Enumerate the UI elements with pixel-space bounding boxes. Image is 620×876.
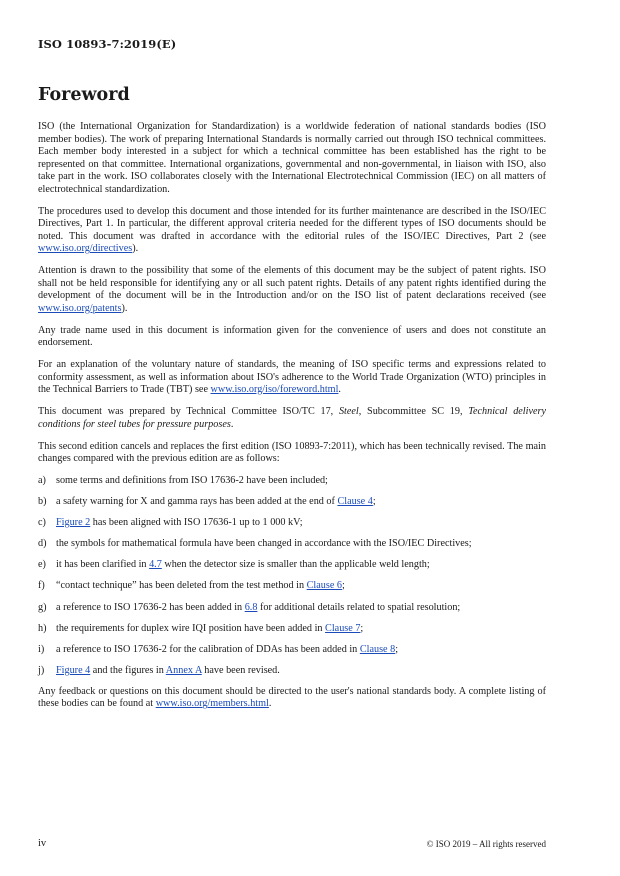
list-text: a reference to ISO 17636-2 for the calibration of DDAs has been added in [56, 643, 360, 655]
list-text: a safety warning for X and gamma rays has been added at the end of [56, 496, 338, 508]
list-marker: h) [38, 622, 47, 634]
paragraph-end: . [230, 418, 234, 430]
list-text: some terms and definitions from ISO 17636-2 have been included; [56, 475, 328, 486]
list-text: for additional details related to spatial resolution; [257, 601, 461, 613]
list-item-text [56, 580, 345, 593]
paragraph-committee [38, 406, 546, 431]
list-marker: i) [38, 643, 45, 655]
paragraph-procedures [38, 206, 546, 256]
figure-2-link[interactable]: Figure 2 [56, 517, 91, 529]
list-item-text [56, 559, 430, 572]
list-item-text [56, 475, 328, 488]
list-item-text [56, 517, 303, 530]
copyright-notice: © ISO 2019 – All rights reserved [426, 839, 546, 849]
patents-link[interactable]: www.iso.org/patents [38, 302, 122, 314]
page-number: iv [38, 838, 47, 849]
paragraph-end: . [268, 698, 272, 710]
list-marker: e) [38, 559, 46, 571]
list-item [38, 665, 546, 678]
figure-4-link[interactable]: Figure 4 [56, 664, 91, 676]
list-text: has been aligned with ISO 17636-1 up to 1 000 kV; [90, 517, 303, 529]
list-item-text [56, 665, 280, 678]
list-text: ; [372, 496, 376, 508]
list-item [38, 623, 546, 636]
list-item [38, 538, 546, 551]
paragraph-text: Any feedback or questions on this document should be directed to the user's national standards body. A complete listing of these bodies can be found at [38, 685, 546, 710]
list-text: ; [395, 643, 399, 655]
paragraph-text: The procedures used to develop this document and those intended for its further maintenance are described in the ISO/IEC Directives, Part 1. In particular, the different approval criteria needed for the different types of ISO documents should be noted. This document was drafted in accordance with the editorial rules of the ISO/IEC Directives, Part 2 (see [38, 205, 546, 242]
document-id-header: ISO 10893-7:2019(E) [38, 37, 177, 51]
list-marker: b) [38, 496, 47, 508]
members-link[interactable]: www.iso.org/members.html [155, 698, 269, 710]
list-item [38, 559, 546, 572]
list-item [38, 496, 546, 509]
paragraph-feedback [38, 686, 546, 711]
list-marker: c) [38, 517, 46, 529]
list-marker: a) [38, 475, 46, 486]
paragraph-trade-name: Any trade name used in this document is information given for the convenience of users and does not constitute an endorsement. [38, 324, 546, 348]
list-item [38, 580, 546, 593]
list-marker: f) [38, 580, 45, 592]
paragraph-patents [38, 265, 546, 315]
list-text: have been revised. [201, 664, 280, 676]
paragraph-text: , Subcommittee SC 19, [358, 406, 469, 417]
list-text: ; [342, 580, 345, 592]
page-title: Foreword [38, 85, 130, 105]
list-item-text [56, 644, 398, 657]
paragraph-iso-intro: ISO (the International Organization for Standardization) is a worldwide federation of national standards bodies (ISO member bodies). The work of preparing International Standards is normally carried out through ISO technical committees. Each member body interested in a subject for which a technical committee has been established has the right to be represented on that committee. International organizations, governmental and non-governmental, in liaison with ISO, also take part in the work. ISO collaborates closely with the International Electrotechnical Commission (IEC) on all matters of electrotechnical standardization. [38, 121, 546, 195]
paragraph-end: . [338, 384, 341, 395]
list-text: when the detector size is smaller than the applicable weld length; [161, 559, 430, 571]
foreword-body [38, 121, 546, 720]
clause-8-link[interactable]: Clause 8 [359, 643, 396, 655]
committee-name: Steel [338, 406, 359, 417]
paragraph-voluntary-nature [38, 359, 546, 397]
annex-a-link[interactable]: Annex A [165, 664, 202, 676]
paragraph-edition: This second edition cancels and replaces the first edition (ISO 10893-7:2011), which has been technically revised. The main changes compared with the previous edition are as follows: [38, 440, 546, 464]
directives-link[interactable]: www.iso.org/directives [38, 243, 133, 254]
list-item [38, 517, 546, 530]
paragraph-text: For an explanation of the voluntary nature of standards, the meaning of ISO specific terms and expressions related to conformity assessment, as well as information about ISO's adherence to the World Trade Organization (WTO) principles in the Technical Barriers to Trade (TBT) see [38, 359, 546, 395]
list-item-text [56, 496, 376, 509]
paragraph-end: ). [121, 302, 128, 314]
list-item-text [56, 602, 460, 615]
paragraph-end: ). [132, 243, 139, 254]
list-text: a reference to ISO 17636-2 has been added in [56, 601, 245, 613]
paragraph-text: This document was prepared by Technical Committee ISO/TC 17, [38, 406, 339, 417]
list-item [38, 475, 546, 488]
subcommittee-name: Technical delivery conditions for steel tubes for pressure purposes [38, 406, 546, 430]
list-item-text [56, 538, 472, 551]
list-item [38, 644, 546, 657]
foreword-link[interactable]: www.iso.org/iso/foreword.html [210, 384, 339, 395]
list-marker: d) [38, 538, 47, 550]
paragraph-text: Attention is drawn to the possibility that some of the elements of this document may be the subject of patent rights. ISO shall not be held responsible for identifying any or all such patent rights. Details of any patent rights identified during the development of the document will be in the Introduction and/or on the ISO list of patent declarations received (see [38, 265, 546, 301]
clause-6-link[interactable]: Clause 6 [306, 580, 343, 592]
list-text: it has been clarified in [56, 559, 150, 571]
list-marker: j) [38, 664, 45, 676]
list-item-text [56, 623, 363, 636]
section-6-8-link[interactable]: 6.8 [244, 601, 258, 613]
list-text: and the figures in [90, 664, 166, 676]
list-marker: g) [38, 601, 47, 613]
list-item [38, 602, 546, 615]
list-text: the symbols for mathematical formula have been changed in accordance with the ISO/IEC Directives; [56, 538, 472, 550]
section-4-7-link[interactable]: 4.7 [149, 559, 162, 571]
clause-4-link[interactable]: Clause 4 [337, 496, 373, 508]
list-text: ; [360, 622, 364, 634]
clause-7-link[interactable]: Clause 7 [325, 622, 361, 634]
list-text: the requirements for duplex wire IQI position have been added in [56, 622, 326, 634]
list-text: “contact technique” has been deleted from the test method in [56, 580, 307, 592]
